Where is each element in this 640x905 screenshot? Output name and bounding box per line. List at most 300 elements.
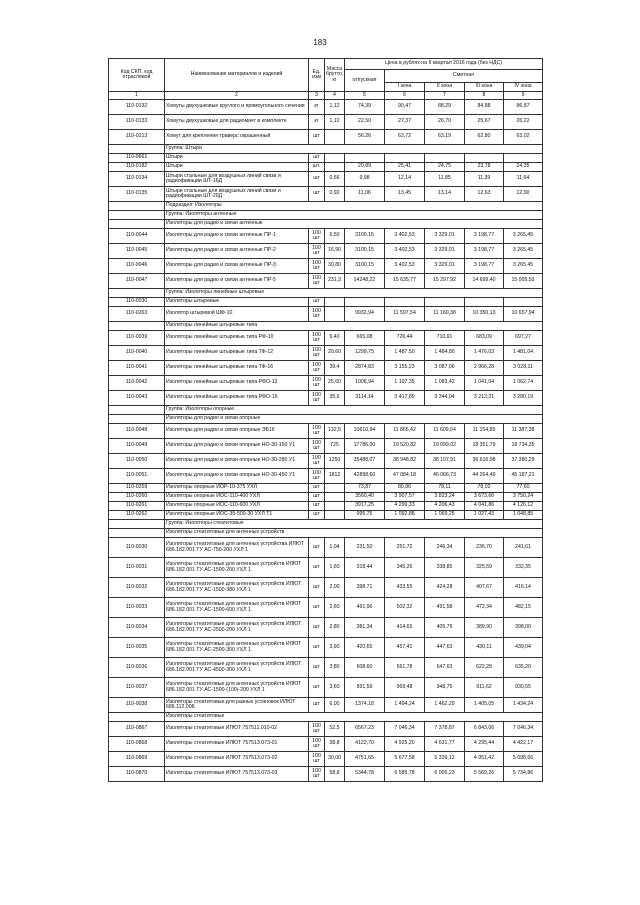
- section-code-cell: [109, 289, 165, 298]
- price-zone-1-cell: 251,72: [385, 538, 425, 558]
- table-row: [109, 346, 543, 361]
- price-release-cell: 22,50: [345, 115, 385, 130]
- price-zone-1-cell: 11 597,54: [385, 307, 425, 322]
- price-zone-4-cell: 439,04: [504, 638, 543, 658]
- code-cell: 110-0047: [109, 274, 165, 289]
- mass-cell: [325, 307, 345, 322]
- name-cell: Изоляторы опорные ИОР-10-375 УХЛ: [165, 484, 309, 493]
- price-zone-1-cell: 15 635,77: [385, 274, 425, 289]
- name-cell: Изоляторы стеатитовые для антенных устройств ИЛЮТ 686.182.001 ТУ АС-1500-600 УХЛ 1: [165, 598, 309, 618]
- price-zone-1-cell: 47 084,18: [385, 469, 425, 484]
- price-release-cell: 3100,15: [345, 229, 385, 244]
- mass-cell: [325, 493, 345, 502]
- mass-cell: 30,00: [325, 752, 345, 767]
- price-zone-2-cell: 3 823,24: [425, 493, 465, 502]
- price-zone-2-cell: 11 160,38: [425, 307, 465, 322]
- code-cell: 110-0261: [109, 502, 165, 511]
- unit-cell: шт: [309, 154, 325, 163]
- table-row: [109, 331, 543, 346]
- price-release-cell: 381,34: [345, 618, 385, 638]
- price-release-cell: 42898,60: [345, 469, 385, 484]
- section-row: [109, 220, 543, 229]
- price-zone-3-cell: 6 843,06: [465, 722, 504, 737]
- price-zone-3-cell: 5 569,26: [465, 767, 504, 782]
- price-zone-3-cell: 3 673,66: [465, 493, 504, 502]
- price-zone-2-cell: 1 069,25: [425, 511, 465, 520]
- code-cell: 110-0031: [109, 558, 165, 578]
- name-cell: Изоляторы стеатитовые ИЛЮТ 757513.073-03: [165, 767, 309, 782]
- table-row: [109, 767, 543, 782]
- price-zone-4-cell: 5 734,86: [504, 767, 543, 782]
- mass-cell: [325, 502, 345, 511]
- table-row: [109, 187, 543, 202]
- price-release-cell: 3100,15: [345, 244, 385, 259]
- name-cell: Изоляторы стеатитовые для разных установок ИЛЮТ 686.112.008: [165, 698, 309, 713]
- col-num: 1: [109, 92, 165, 100]
- price-release-cell: 891,59: [345, 678, 385, 698]
- price-zone-1-cell: 3 402,53: [385, 244, 425, 259]
- name-cell: Изоляторы для радио и связи антенные ПР-3: [165, 259, 309, 274]
- code-cell: 110-0262: [109, 511, 165, 520]
- price-zone-3-cell: 78,02: [465, 484, 504, 493]
- price-zone-3-cell: 407,67: [465, 578, 504, 598]
- unit-cell: шт: [309, 618, 325, 638]
- price-zone-3-cell: 23,78: [465, 163, 504, 172]
- price-zone-2-cell: 6 005,23: [425, 767, 465, 782]
- unit-cell: 100 шт: [309, 331, 325, 346]
- table-row: [109, 172, 543, 187]
- price-zone-4-cell: 1 434,24: [504, 698, 543, 713]
- table-header: [109, 59, 543, 100]
- price-zone-2-cell: 5 339,12: [425, 752, 465, 767]
- section-title: Изоляторы стеатитовые: [165, 713, 543, 722]
- code-cell: 110-0034: [109, 618, 165, 638]
- mass-cell: 38,8: [325, 737, 345, 752]
- mass-cell: 725: [325, 439, 345, 454]
- price-zone-4-cell: 18 734,35: [504, 439, 543, 454]
- price-zone-3-cell: [465, 154, 504, 163]
- name-cell: Изоляторы линейные штыревые типа ТФ-16: [165, 361, 309, 376]
- unit-cell: 100 шт: [309, 391, 325, 406]
- table-row: [109, 578, 543, 598]
- name-cell: Изоляторы линейные штыревые типа РФО-16: [165, 391, 309, 406]
- price-zone-1-cell: [385, 298, 425, 307]
- price-zone-3-cell: [465, 298, 504, 307]
- price-zone-3-cell: 622,28: [465, 658, 504, 678]
- table-body: [109, 100, 543, 782]
- price-zone-1-cell: 1 487,50: [385, 346, 425, 361]
- unit-cell: шт: [309, 638, 325, 658]
- code-cell: 110-0032: [109, 578, 165, 598]
- section-title: Группа: Изоляторы линейные штыревые: [165, 289, 543, 298]
- price-zone-2-cell: 11 609,04: [425, 424, 465, 439]
- code-cell: 110-0045: [109, 244, 165, 259]
- header-zone-4: IV зона: [504, 83, 543, 92]
- price-zone-4-cell: 482,15: [504, 598, 543, 618]
- price-zone-4-cell: 3 280,19: [504, 391, 543, 406]
- code-cell: 110-0132: [109, 100, 165, 115]
- unit-cell: 100 шт: [309, 439, 325, 454]
- price-zone-1-cell: 11 865,42: [385, 424, 425, 439]
- price-zone-4-cell: 5 098,66: [504, 752, 543, 767]
- table-row: [109, 244, 543, 259]
- price-zone-3-cell: 4 295,44: [465, 737, 504, 752]
- mass-cell: 231,3: [325, 274, 345, 289]
- mass-cell: 132,5: [325, 424, 345, 439]
- mass-cell: 25,60: [325, 376, 345, 391]
- table-row: [109, 274, 543, 289]
- table-row: [109, 154, 543, 163]
- col-num: 3: [309, 92, 325, 100]
- price-zone-3-cell: 25,67: [465, 115, 504, 130]
- unit-cell: шт: [309, 187, 325, 202]
- name-cell: Изолятор штыревой ШФ-10: [165, 307, 309, 322]
- name-cell: Изоляторы стеатитовые для антенных устройств ИЛЮТ 686.182.001 ТУ АС-1500-200 УХЛ 1: [165, 558, 309, 578]
- section-title: Подраздел: Изоляторы: [165, 202, 543, 211]
- price-zone-1-cell: 3 907,57: [385, 493, 425, 502]
- mass-cell: 0,92: [325, 187, 345, 202]
- header-retail: Сметная: [385, 70, 543, 83]
- table-row: [109, 361, 543, 376]
- price-zone-1-cell: 5 677,58: [385, 752, 425, 767]
- section-title: Группа: Изоляторы стеатитовые: [165, 520, 543, 529]
- code-cell: 110-0030: [109, 538, 165, 558]
- code-cell: 110-0044: [109, 229, 165, 244]
- name-cell: Изоляторы для радио и связи опорные НО-30-450 У1: [165, 469, 309, 484]
- price-zone-4-cell: 11,64: [504, 172, 543, 187]
- code-cell: 110-0870: [109, 767, 165, 782]
- price-zone-2-cell: 3 329,01: [425, 229, 465, 244]
- name-cell: Изоляторы опорные ИОС-110-600 УХЛ: [165, 502, 309, 511]
- price-zone-2-cell: 710,91: [425, 331, 465, 346]
- unit-cell: 100 шт: [309, 376, 325, 391]
- price-zone-1-cell: 969,48: [385, 678, 425, 698]
- unit-cell: 100 шт: [309, 752, 325, 767]
- code-cell: 110-0035: [109, 638, 165, 658]
- table-row: [109, 454, 543, 469]
- price-zone-2-cell: 3 329,01: [425, 244, 465, 259]
- price-zone-2-cell: 491,58: [425, 598, 465, 618]
- price-release-cell: [345, 298, 385, 307]
- price-zone-4-cell: 930,55: [504, 678, 543, 698]
- section-title: Группа: Штыри: [165, 145, 543, 154]
- price-zone-1-cell: 1 092,88: [385, 511, 425, 520]
- unit-cell: шт: [309, 658, 325, 678]
- price-zone-2-cell: 7 378,87: [425, 722, 465, 737]
- price-zone-1-cell: 433,55: [385, 578, 425, 598]
- name-cell: Изоляторы стеатитовые для антенных устройств ИЛЮТ 686.182.001 ТУ АС-1500-(100)-200 УХЛ 1: [165, 678, 309, 698]
- price-zone-4-cell: 1 062,74: [504, 376, 543, 391]
- header-release: отпускная: [345, 70, 385, 92]
- price-release-cell: 1374,18: [345, 698, 385, 713]
- code-cell: 110-0046: [109, 259, 165, 274]
- column-numbers-row: [109, 92, 543, 100]
- price-release-cell: 11,06: [345, 187, 385, 202]
- price-zone-1-cell: 12,14: [385, 172, 425, 187]
- price-zone-4-cell: [504, 154, 543, 163]
- price-zone-2-cell: 447,63: [425, 638, 465, 658]
- code-cell: 110-0036: [109, 658, 165, 678]
- unit-cell: шт: [309, 598, 325, 618]
- col-num: 4: [325, 92, 345, 100]
- name-cell: Хомуты двухушковые для радиомачт в комплекте: [165, 115, 309, 130]
- code-cell: 110-0051: [109, 469, 165, 484]
- code-cell: 110-0038: [109, 698, 165, 713]
- price-zone-1-cell: 80,86: [385, 484, 425, 493]
- code-cell: 110-0134: [109, 172, 165, 187]
- unit-cell: 100 шт: [309, 454, 325, 469]
- mass-cell: 1,12: [325, 115, 345, 130]
- unit-cell: шт: [309, 538, 325, 558]
- price-release-cell: 3560,40: [345, 493, 385, 502]
- mass-cell: 16,90: [325, 244, 345, 259]
- mass-cell: 1,12: [325, 100, 345, 115]
- mass-cell: 3,80: [325, 658, 345, 678]
- price-release-cell: 14248,22: [345, 274, 385, 289]
- price-zone-3-cell: 3 213,21: [465, 391, 504, 406]
- price-zone-4-cell: 332,35: [504, 558, 543, 578]
- price-zone-3-cell: 472,34: [465, 598, 504, 618]
- price-zone-3-cell: 1 041,04: [465, 376, 504, 391]
- table-row: [109, 493, 543, 502]
- price-release-cell: 20,89: [345, 163, 385, 172]
- mass-cell: 2,80: [325, 618, 345, 638]
- price-zone-2-cell: [425, 154, 465, 163]
- price-zone-4-cell: 3 265,45: [504, 259, 543, 274]
- table-row: [109, 598, 543, 618]
- price-zone-3-cell: 3 198,77: [465, 259, 504, 274]
- unit-cell: 100 шт: [309, 361, 325, 376]
- price-zone-2-cell: 338,85: [425, 558, 465, 578]
- mass-cell: [325, 154, 345, 163]
- price-zone-3-cell: 11 154,85: [465, 424, 504, 439]
- price-zone-4-cell: 37 380,29: [504, 454, 543, 469]
- code-cell: 110-0260: [109, 493, 165, 502]
- price-release-cell: 56,26: [345, 130, 385, 145]
- section-row: [109, 529, 543, 538]
- code-cell: 110-0213: [109, 130, 165, 145]
- unit-cell: шт: [309, 130, 325, 145]
- price-zone-4-cell: 12,90: [504, 187, 543, 202]
- price-zone-3-cell: 430,11: [465, 638, 504, 658]
- name-cell: Изоляторы стеатитовые для антенных устройства ИЛЮТ 686.182.001 ТУ АС-750-200 УХЛ 1: [165, 538, 309, 558]
- section-row: [109, 211, 543, 220]
- price-release-cell: 73,87: [345, 484, 385, 493]
- section-code-cell: [109, 211, 165, 220]
- unit-cell: 100 шт: [309, 274, 325, 289]
- code-cell: 110-0043: [109, 391, 165, 406]
- code-cell: 110-0048: [109, 424, 165, 439]
- price-zone-3-cell: 18 351,79: [465, 439, 504, 454]
- price-release-cell: 6567,23: [345, 722, 385, 737]
- price-release-cell: 74,39: [345, 100, 385, 115]
- price-zone-1-cell: 1 107,35: [385, 376, 425, 391]
- table-row: [109, 678, 543, 698]
- price-zone-1-cell: 63,72: [385, 130, 425, 145]
- mass-cell: 58,8: [325, 767, 345, 782]
- section-row: [109, 520, 543, 529]
- price-zone-4-cell: 3 265,45: [504, 244, 543, 259]
- price-zone-4-cell: 4 422,17: [504, 737, 543, 752]
- price-release-cell: 4751,65: [345, 752, 385, 767]
- code-cell: 110-0042: [109, 376, 165, 391]
- price-zone-2-cell: 405,79: [425, 618, 465, 638]
- price-zone-2-cell: 19 099,02: [425, 439, 465, 454]
- header-zone-2: II зона: [425, 83, 465, 92]
- price-zone-3-cell: 4 041,86: [465, 502, 504, 511]
- table-row: [109, 538, 543, 558]
- price-zone-1-cell: 1 494,24: [385, 698, 425, 713]
- code-cell: 110-0869: [109, 752, 165, 767]
- price-zone-3-cell: 389,90: [465, 618, 504, 638]
- price-release-cell: 3100,15: [345, 259, 385, 274]
- code-cell: 110-0049: [109, 439, 165, 454]
- name-cell: Изоляторы для радио и связи опорные ЭБ16: [165, 424, 309, 439]
- price-zone-3-cell: 44 264,49: [465, 469, 504, 484]
- section-code-cell: [109, 202, 165, 211]
- section-row: [109, 713, 543, 722]
- mass-cell: 3,90: [325, 638, 345, 658]
- price-zone-3-cell: 84,88: [465, 100, 504, 115]
- price-zone-2-cell: 88,29: [425, 100, 465, 115]
- price-release-cell: 318,44: [345, 558, 385, 578]
- price-zone-1-cell: 38 948,82: [385, 454, 425, 469]
- price-release-cell: 1008,94: [345, 376, 385, 391]
- col-num: 5: [345, 92, 385, 100]
- section-title: Группа: Изоляторы антенные: [165, 211, 543, 220]
- name-cell: Хомуты двухушковые круглого и прямоугольного сечения: [165, 100, 309, 115]
- price-zone-3-cell: 1 476,03: [465, 346, 504, 361]
- name-cell: Изоляторы штыревые: [165, 298, 309, 307]
- price-zone-1-cell: 3 155,23: [385, 361, 425, 376]
- page-number: 183: [313, 38, 327, 47]
- unit-cell: шт: [309, 172, 325, 187]
- price-zone-3-cell: 10 350,13: [465, 307, 504, 322]
- name-cell: Изоляторы для радио и связи опорные НО-30-280 У1: [165, 454, 309, 469]
- price-zone-1-cell: 345,26: [385, 558, 425, 578]
- price-zone-1-cell: [385, 154, 425, 163]
- price-zone-3-cell: 2 966,28: [465, 361, 504, 376]
- code-cell: 110-0039: [109, 331, 165, 346]
- name-cell: Изоляторы опорные ИОС-110-400 УХЛ: [165, 493, 309, 502]
- mass-cell: 52,5: [325, 722, 345, 737]
- price-zone-3-cell: 4 951,42: [465, 752, 504, 767]
- price-zone-4-cell: 77,60: [504, 484, 543, 493]
- mass-cell: 35,6: [325, 391, 345, 406]
- price-zone-2-cell: 424,28: [425, 578, 465, 598]
- price-zone-3-cell: 11,39: [465, 172, 504, 187]
- price-release-cell: 35488,07: [345, 454, 385, 469]
- unit-cell: 100 шт: [309, 259, 325, 274]
- price-zone-2-cell: 647,63: [425, 658, 465, 678]
- section-code-cell: [109, 406, 165, 415]
- price-zone-2-cell: 3 329,01: [425, 259, 465, 274]
- mass-cell: 1,04: [325, 538, 345, 558]
- price-zone-2-cell: 11,85: [425, 172, 465, 187]
- price-zone-1-cell: 7 046,34: [385, 722, 425, 737]
- unit-cell: 100 шт: [309, 244, 325, 259]
- table-row: [109, 100, 543, 115]
- price-zone-4-cell: 3 265,45: [504, 229, 543, 244]
- unit-cell: 100 шт: [309, 346, 325, 361]
- price-zone-2-cell: 3 344,04: [425, 391, 465, 406]
- table-row: [109, 115, 543, 130]
- section-row: [109, 415, 543, 424]
- unit-cell: шт: [309, 698, 325, 713]
- price-zone-1-cell: 3 417,89: [385, 391, 425, 406]
- name-cell: Изоляторы стеатитовые для антенных устройств ИЛЮТ 686.182.001 ТУ АС-2500-300 УХЛ 1: [165, 638, 309, 658]
- unit-cell: кг: [309, 115, 325, 130]
- mass-cell: 2,00: [325, 578, 345, 598]
- mass-cell: 0,56: [325, 172, 345, 187]
- code-cell: 110-0259: [109, 484, 165, 493]
- price-zone-1-cell: 457,41: [385, 638, 425, 658]
- mass-cell: 6,00: [325, 698, 345, 713]
- name-cell: Изоляторы для радио и связи антенные ПР-5: [165, 274, 309, 289]
- unit-cell: 100 шт: [309, 737, 325, 752]
- price-zone-2-cell: 26,70: [425, 115, 465, 130]
- price-release-cell: 3114,14: [345, 391, 385, 406]
- unit-cell: шт: [309, 678, 325, 698]
- price-zone-1-cell: 19 520,82: [385, 439, 425, 454]
- price-zone-2-cell: 4 631,77: [425, 737, 465, 752]
- name-cell: Изоляторы линейные штыревые типа РФ-10: [165, 331, 309, 346]
- name-cell: Изоляторы для радио и связи опорные НО-30-150 У1: [165, 439, 309, 454]
- price-release-cell: 2874,83: [345, 361, 385, 376]
- unit-cell: 100 шт: [309, 229, 325, 244]
- code-cell: 110-0041: [109, 361, 165, 376]
- table-row: [109, 502, 543, 511]
- price-release-cell: 10610,94: [345, 424, 385, 439]
- price-zone-2-cell: 15 297,92: [425, 274, 465, 289]
- price-zone-4-cell: 11 387,38: [504, 424, 543, 439]
- section-code-cell: [109, 713, 165, 722]
- code-cell: 110-0030: [109, 298, 165, 307]
- code-cell: 110-0135: [109, 187, 165, 202]
- price-zone-1-cell: 4 925,20: [385, 737, 425, 752]
- name-cell: Изоляторы стеатитовые для антенных устройств ИЛЮТ 686.182.001 ТУ АС-4500-300 УХЛ 1: [165, 658, 309, 678]
- price-zone-2-cell: 4 206,43: [425, 502, 465, 511]
- price-zone-4-cell: 10 657,94: [504, 307, 543, 322]
- unit-cell: 100 шт: [309, 469, 325, 484]
- unit-cell: 100 шт: [309, 722, 325, 737]
- mass-cell: 3,60: [325, 678, 345, 698]
- price-table: [108, 58, 543, 782]
- col-num: 8: [465, 92, 504, 100]
- price-release-cell: [345, 154, 385, 163]
- price-zone-4-cell: 398,00: [504, 618, 543, 638]
- mass-cell: [325, 511, 345, 520]
- price-zone-3-cell: 14 699,40: [465, 274, 504, 289]
- price-zone-4-cell: 4 126,12: [504, 502, 543, 511]
- mass-cell: [325, 130, 345, 145]
- header-code: Код СКП, код отраслевой: [109, 59, 165, 92]
- code-cell: 110-0133: [109, 115, 165, 130]
- price-zone-1-cell: 661,78: [385, 658, 425, 678]
- mass-cell: [325, 163, 345, 172]
- price-zone-1-cell: 726,44: [385, 331, 425, 346]
- section-code-cell: [109, 415, 165, 424]
- price-zone-2-cell: 246,34: [425, 538, 465, 558]
- section-title: Группа: Изоляторы опорные: [165, 406, 543, 415]
- price-zone-4-cell: 45 187,21: [504, 469, 543, 484]
- price-zone-3-cell: 62,80: [465, 130, 504, 145]
- price-zone-3-cell: 1 027,43: [465, 511, 504, 520]
- price-release-cell: 608,60: [345, 658, 385, 678]
- price-zone-1-cell: 27,37: [385, 115, 425, 130]
- price-zone-2-cell: 1 484,80: [425, 346, 465, 361]
- price-zone-4-cell: 416,14: [504, 578, 543, 598]
